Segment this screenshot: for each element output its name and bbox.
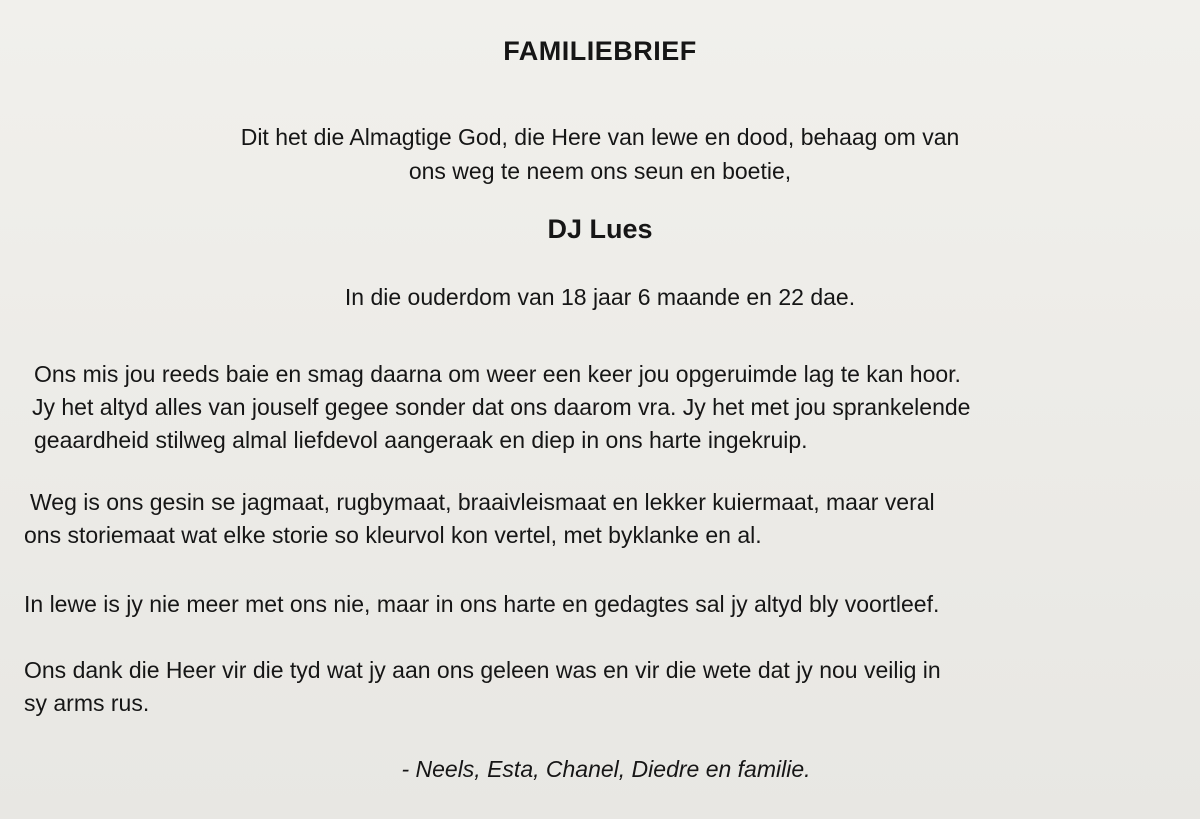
intro-line: ons weg te neem ons seun en boetie, (408, 158, 792, 184)
paragraph-3 (24, 588, 1184, 621)
paragraph-line: Ons mis jou reeds baie en smag daarna om weer een keer jou opgeruimde lag te kan hoor. (34, 361, 961, 387)
paragraph-2 (24, 486, 1184, 552)
paragraph-line: Weg is ons gesin se jagmaat, rugbymaat, braaivleismaat en lekker kuiermaat, maar veral (30, 489, 935, 515)
paragraph-4 (24, 654, 1184, 720)
paragraph-line: Ons dank die Heer vir die tyd wat jy aan ons geleen was en vir die wete dat jy nou veilig in (24, 657, 941, 683)
intro-line: Dit het die Almagtige God, die Here van lewe en dood, behaag om van (240, 124, 960, 150)
intro-text (0, 120, 1200, 188)
age-line: In die ouderdom van 18 jaar 6 maande en 22 dae. (344, 284, 856, 310)
signature: - Neels, Esta, Chanel, Diedre en familie. (401, 756, 811, 782)
deceased-name: DJ Lues (547, 214, 653, 244)
paragraph-line: ons storiemaat wat elke storie so kleurvol kon vertel, met byklanke en al. (24, 522, 762, 548)
paragraph-1 (24, 358, 1184, 457)
paragraph-line: Jy het altyd alles van jouself gegee sonder dat ons daarom vra. Jy het met jou sprankelende (32, 394, 971, 420)
paragraph-line: sy arms rus. (24, 690, 150, 716)
paragraph-line: geaardheid stilweg almal liefdevol aangeraak en diep in ons harte ingekruip. (34, 427, 808, 453)
paragraph-line: In lewe is jy nie meer met ons nie, maar in ons harte en gedagtes sal jy altyd bly voortleef. (24, 591, 940, 617)
letter-title: FAMILIEBRIEF (503, 36, 697, 66)
